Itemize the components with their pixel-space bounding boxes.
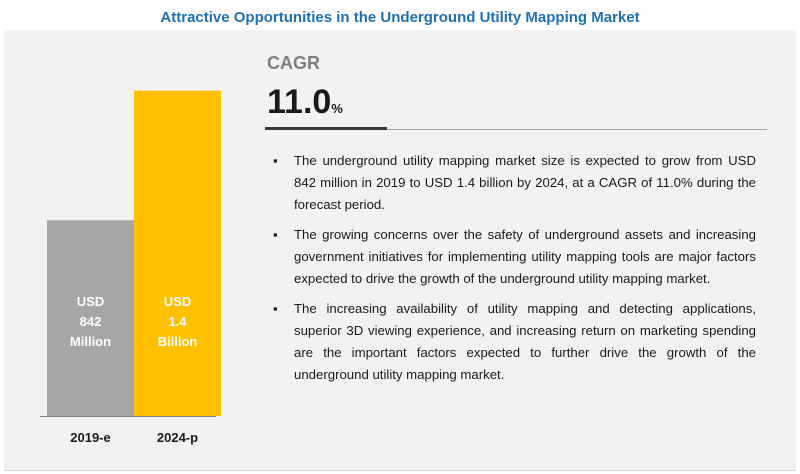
bar-data-label: Billion <box>157 334 198 349</box>
divider-line <box>387 129 767 130</box>
bar-data-label: USD <box>76 294 105 309</box>
key-point-text: The increasing availability of utility mapping and detecting applications, superior 3D viewing experience, and increasing return on marketing spending are the important factors expected to further drive the growth of the underground utility mapping market. <box>294 301 756 382</box>
bar-data-label: USD <box>163 294 192 309</box>
bullet-icon: ▪ <box>273 227 278 242</box>
x-tick-label: 2019-e <box>70 430 111 445</box>
bullet-icon: ▪ <box>273 301 278 316</box>
cagr-label: CAGR <box>267 53 320 73</box>
page-title: Attractive Opportunities in the Underground Utility Mapping Market <box>160 9 640 26</box>
key-point-text: The underground utility mapping market size is expected to grow from USD 842 million in 2019 to USD 1.4 billion by 2024, at a CAGR of 11.0% during the forecast period. <box>294 153 756 212</box>
key-point <box>268 298 756 386</box>
key-point <box>268 224 756 290</box>
key-point <box>268 150 756 216</box>
x-tick-label: 2024-p <box>156 430 199 445</box>
bullet-icon: ▪ <box>273 153 278 168</box>
bar-2024-p <box>134 91 221 416</box>
cagr-number: 11.0 <box>267 83 332 121</box>
bar-data-label: 1.4 <box>168 314 187 329</box>
key-point-text: The growing concerns over the safety of underground assets and increasing government initiatives for implementing utility mapping tools are major factors expected to drive the growth of the underground utility mapping market. <box>294 227 756 286</box>
bar-data-label: Million <box>69 334 112 349</box>
bar-data-label: 842 <box>79 314 102 329</box>
cagr-underline <box>265 127 387 130</box>
cagr-value <box>267 82 343 129</box>
cagr-unit: % <box>331 101 343 116</box>
key-points-list <box>268 150 756 394</box>
